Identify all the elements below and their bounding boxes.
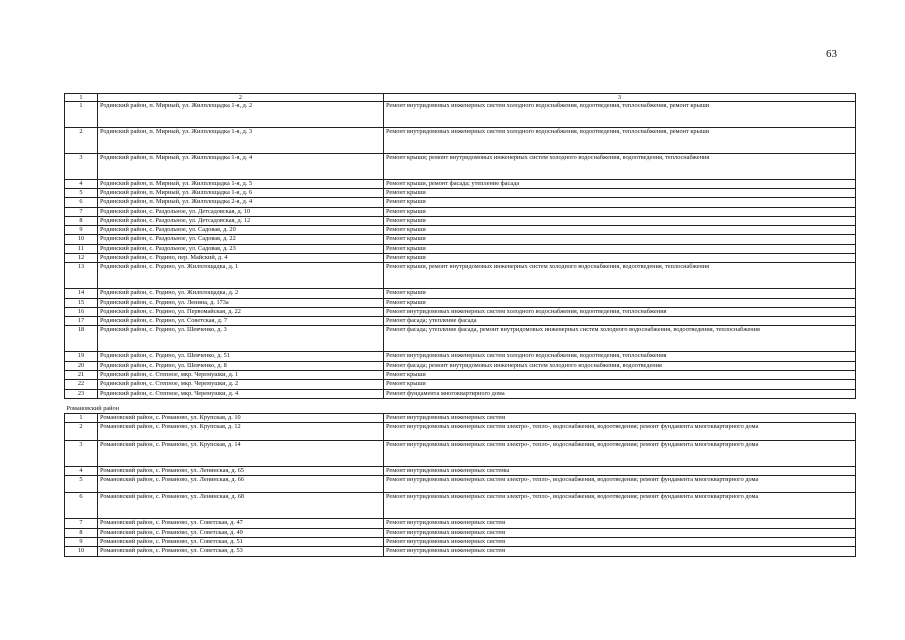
row-number: 9 [65, 226, 98, 235]
row-work-type: Ремонт внутридомовых инженерных систем холодного водоснабжения, водоотведения, теплоснабжения [384, 352, 856, 361]
table-row [65, 289, 856, 298]
table-row [65, 528, 856, 537]
row-address: Родинский район, с. Родино, ул. Советская, д. 7 [98, 317, 384, 326]
row-address: Родинский район, п. Мирный, ул. Жилплощадка 2-я, д. 4 [98, 198, 384, 207]
header-row [65, 94, 856, 102]
row-address: Родинский район, п. Мирный, ул. Жилплощадка 1-я, д. 5 [98, 179, 384, 188]
row-number: 8 [65, 216, 98, 225]
table-row [65, 380, 856, 389]
row-number: 1 [65, 413, 98, 422]
row-work-type: Ремонт внутридомовых инженерных систем электро-, тепло-, водоснабжения, водоотведения; ремонт фундамента многоквартирного дома [384, 475, 856, 493]
table-row [65, 102, 856, 128]
row-address: Родинский район, с. Раздольное, ул. Садовая, д. 23 [98, 244, 384, 253]
table-row [65, 153, 856, 179]
row-work-type: Ремонт крыши [384, 254, 856, 263]
row-work-type: Ремонт крыши [384, 207, 856, 216]
row-address: Родинский район, с. Родино, ул. Ленина, д. 173а [98, 298, 384, 307]
column-header-2: 2 [98, 94, 384, 102]
row-address: Родинский район, с. Степное, мкр. Черемушки, д. 2 [98, 380, 384, 389]
table-row [65, 413, 856, 422]
table-row [65, 361, 856, 370]
row-address: Родинский район, с. Степное, мкр. Черемушки, д. 4 [98, 389, 384, 398]
row-address: Родинский район, с. Родино, ул. Шевченко, д. 8 [98, 361, 384, 370]
row-work-type: Ремонт крыши [384, 298, 856, 307]
row-address: Родинский район, с. Родино, ул. Жилплощадка, д. 1 [98, 263, 384, 289]
row-work-type: Ремонт внутридомовых инженерных систем [384, 413, 856, 422]
row-work-type: Ремонт фундамента многоквартирного дома [384, 389, 856, 398]
row-work-type: Ремонт крыши [384, 244, 856, 253]
row-work-type: Ремонт внутридомовых инженерных систем [384, 528, 856, 537]
row-number: 21 [65, 370, 98, 379]
table-row [65, 127, 856, 153]
row-number: 13 [65, 263, 98, 289]
row-number: 2 [65, 423, 98, 441]
row-work-type: Ремонт крыши [384, 226, 856, 235]
row-number: 1 [65, 102, 98, 128]
row-work-type: Ремонт внутридомовых инженерных систем электро-, тепло-, водоснабжения, водоотведения; ремонт фундамента многоквартирного дома [384, 493, 856, 519]
row-address: Романовский район, с. Романово, ул. Советская, д. 49 [98, 528, 384, 537]
row-address: Родинский район, п. Мирный, ул. Жилплощадка 1-я, д. 4 [98, 153, 384, 179]
table-row [65, 298, 856, 307]
row-work-type: Ремонт фасада; утепление фасада [384, 317, 856, 326]
row-number: 7 [65, 207, 98, 216]
column-header-3: 3 [384, 94, 856, 102]
row-number: 22 [65, 380, 98, 389]
row-number: 10 [65, 547, 98, 556]
row-number: 4 [65, 466, 98, 475]
row-number: 11 [65, 244, 98, 253]
row-address: Родинский район, с. Родино, пер. Майский, д. 4 [98, 254, 384, 263]
table-row [65, 370, 856, 379]
row-work-type: Ремонт крыши, ремонт внутридомовых инженерных систем холодного водоснабжения, водоотведения, теплоснабжения [384, 263, 856, 289]
table-row [65, 216, 856, 225]
table-row [65, 326, 856, 352]
row-number: 14 [65, 289, 98, 298]
row-address: Родинский район, с. Степное, мкр. Черемушки, д. 1 [98, 370, 384, 379]
page-number: 63 [826, 48, 837, 60]
table-row [65, 537, 856, 546]
row-work-type: Ремонт внутридомовых инженерных систем холодного водоснабжения, водоотведения, теплоснабжения, ремонт крыши [384, 127, 856, 153]
row-address: Романовский район, с. Романово, ул. Крупская, д. 12 [98, 423, 384, 441]
row-work-type: Ремонт внутридомовых инженерных систем [384, 519, 856, 528]
row-work-type: Ремонт крыши [384, 380, 856, 389]
table-row [65, 235, 856, 244]
row-work-type: Ремонт внутридомовых инженерных систем холодного водоснабжения, водоотведения, теплоснабжения, ремонт крыши [384, 102, 856, 128]
table-row [65, 493, 856, 519]
table-row [65, 254, 856, 263]
row-address: Романовский район, с. Романово, ул. Крупская, д. 10 [98, 413, 384, 422]
row-address: Родинский район, с. Родино, ул. Первомайская, д. 22 [98, 307, 384, 316]
row-number: 15 [65, 298, 98, 307]
row-address: Романовский район, с. Романово, ул. Советская, д. 47 [98, 519, 384, 528]
row-work-type: Ремонт крыши, ремонт фасада; утепление фасада [384, 179, 856, 188]
table-row [65, 198, 856, 207]
row-address: Родинский район, с. Родино, ул. Шевченко, д. 51 [98, 352, 384, 361]
table-row [65, 440, 856, 466]
table-row [65, 475, 856, 493]
row-address: Романовский район, с. Романово, ул. Ленинская, д. 66 [98, 475, 384, 493]
row-address: Родинский район, п. Мирный, ул. Жилплощадка 1-я, д. 3 [98, 127, 384, 153]
row-address: Романовский район, с. Романово, ул. Крупская, д. 14 [98, 440, 384, 466]
column-header-1: 1 [65, 94, 98, 102]
row-work-type: Ремонт крыши [384, 188, 856, 197]
row-number: 2 [65, 127, 98, 153]
row-work-type: Ремонт внутридомовых инженерных систем холодного водоснабжения, водоотведения, теплоснабжения [384, 307, 856, 316]
table-body [65, 94, 856, 557]
row-work-type: Ремонт внутридомовых инженерных систем электро-, тепло-, водоснабжения, водоотведения; ремонт фундамента многоквартирного дома [384, 423, 856, 441]
row-work-type: Ремонт крыши; ремонт внутридомовых инженерных систем холодного водоснабжения, водоотведения, теплоснабжения [384, 153, 856, 179]
row-work-type: Ремонт крыши [384, 370, 856, 379]
row-number: 17 [65, 317, 98, 326]
row-number: 3 [65, 440, 98, 466]
row-work-type: Ремонт фасада; ремонт внутридомовых инженерных систем холодного водоснабжения, водоотведения [384, 361, 856, 370]
row-address: Романовский район, с. Романово, ул. Советская, д. 53 [98, 547, 384, 556]
row-work-type: Ремонт крыши [384, 198, 856, 207]
table-row [65, 263, 856, 289]
row-number: 12 [65, 254, 98, 263]
table-row [65, 317, 856, 326]
row-number: 10 [65, 235, 98, 244]
row-number: 23 [65, 389, 98, 398]
table-row [65, 207, 856, 216]
row-number: 3 [65, 153, 98, 179]
repair-list-table [64, 93, 856, 557]
row-work-type: Ремонт фасада; утепление фасада, ремонт внутридомовых инженерных систем холодного водоснабжения, водоотведения, теплоснабжения [384, 326, 856, 352]
table-row [65, 389, 856, 398]
row-address: Родинский район, с. Раздольное, ул. Детсадовская, д. 10 [98, 207, 384, 216]
row-address: Романовский район, с. Романово, ул. Ленинская, д. 68 [98, 493, 384, 519]
row-address: Родинский район, п. Мирный, ул. Жилплощадка 1-я, д. 6 [98, 188, 384, 197]
row-work-type: Ремонт крыши [384, 289, 856, 298]
section-row [65, 398, 856, 413]
row-number: 6 [65, 198, 98, 207]
row-address: Романовский район, с. Романово, ул. Советская, д. 51 [98, 537, 384, 546]
row-address: Родинский район, с. Раздольное, ул. Садовая, д. 22 [98, 235, 384, 244]
row-number: 9 [65, 537, 98, 546]
row-number: 5 [65, 475, 98, 493]
row-number: 4 [65, 179, 98, 188]
section-title: Романовский район [66, 404, 120, 412]
table-row [65, 519, 856, 528]
table-row [65, 244, 856, 253]
row-number: 5 [65, 188, 98, 197]
row-address: Родинский район, с. Родино, ул. Шевченко, д. 3 [98, 326, 384, 352]
row-address: Родинский район, с. Раздольное, ул. Детсадовская, д. 12 [98, 216, 384, 225]
table-row [65, 352, 856, 361]
table-row [65, 423, 856, 441]
table-row [65, 226, 856, 235]
row-number: 7 [65, 519, 98, 528]
row-work-type: Ремонт крыши [384, 216, 856, 225]
row-address: Родинский район, с. Раздольное, ул. Садовая, д. 20 [98, 226, 384, 235]
row-work-type: Ремонт внутридомовых инженерных систем электро-, тепло-, водоснабжения, водоотведения; ремонт фундамента многоквартирного дома [384, 440, 856, 466]
row-number: 16 [65, 307, 98, 316]
table-row [65, 547, 856, 556]
row-number: 19 [65, 352, 98, 361]
row-number: 8 [65, 528, 98, 537]
row-number: 20 [65, 361, 98, 370]
row-work-type: Ремонт внутридомовых инженерных систем [384, 547, 856, 556]
row-work-type: Ремонт крыши [384, 235, 856, 244]
table-row [65, 188, 856, 197]
row-address: Родинский район, п. Мирный, ул. Жилплощадка 1-я, д. 2 [98, 102, 384, 128]
row-work-type: Ремонт внутридомовых инженерных системы [384, 466, 856, 475]
table-row [65, 179, 856, 188]
row-address: Романовский район, с. Романово, ул. Ленинская, д. 65 [98, 466, 384, 475]
table-row [65, 466, 856, 475]
row-work-type: Ремонт внутридомовых инженерных систем [384, 537, 856, 546]
table-row [65, 307, 856, 316]
row-number: 18 [65, 326, 98, 352]
row-address: Родинский район, с. Родино, ул. Жилплощадка, д. 2 [98, 289, 384, 298]
row-number: 6 [65, 493, 98, 519]
